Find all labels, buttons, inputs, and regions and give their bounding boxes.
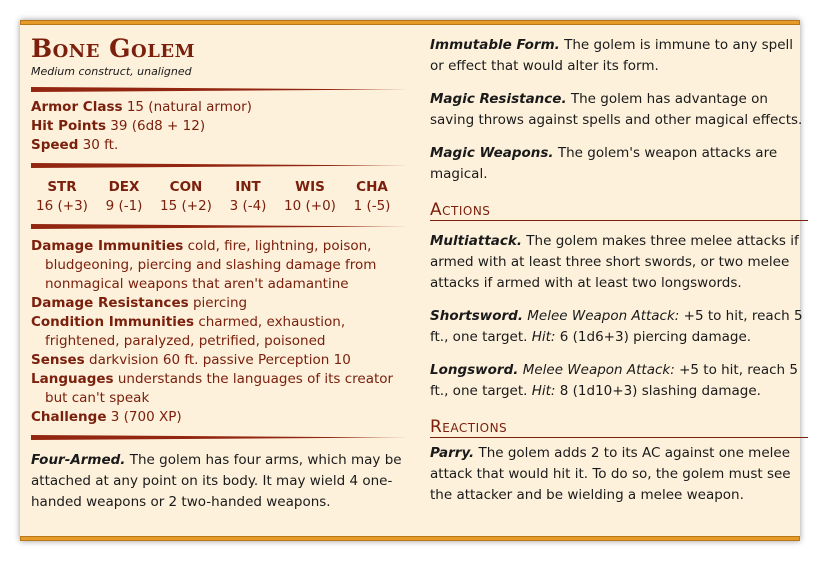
top-border xyxy=(20,20,800,25)
monster-name: Bone Golem xyxy=(31,34,196,63)
basic-stats xyxy=(31,98,409,155)
armor-class-line xyxy=(31,98,409,117)
senses-label: Senses xyxy=(31,352,85,368)
bottom-border xyxy=(20,536,800,541)
trait-four-armed xyxy=(31,450,409,513)
damage-resistances-value: piercing xyxy=(192,295,248,311)
trait-name: Magic Weapons. xyxy=(430,145,554,161)
ability-score: 1 (-5) xyxy=(353,198,391,214)
action-name: Multiattack. xyxy=(430,233,522,249)
ability-con xyxy=(155,178,217,216)
ability-score: 10 (+0) xyxy=(284,198,336,214)
languages-line xyxy=(31,370,409,408)
stat-block xyxy=(20,20,803,541)
hit-points-line xyxy=(31,117,409,136)
reaction-text: The golem adds 2 to its AC against one melee attack that would hit it. To do so, the golem must see the attacker and be wielding a melee weapon. xyxy=(430,445,791,503)
speed-value: 30 ft. xyxy=(82,137,119,153)
actions-heading: Actions xyxy=(430,200,808,221)
ability-score: 16 (+3) xyxy=(36,198,88,214)
reaction-parry xyxy=(430,443,808,506)
tapered-rule xyxy=(31,163,409,168)
right-column xyxy=(430,35,808,506)
damage-resistances-line xyxy=(31,294,409,313)
action-shortsword xyxy=(430,306,808,348)
ability-wis xyxy=(279,178,341,216)
hit-text: 6 (1d6+3) piercing damage. xyxy=(559,329,752,345)
monster-meta: Medium construct, unaligned xyxy=(31,65,192,78)
trait-immutable-form xyxy=(430,35,808,77)
ability-cha xyxy=(341,178,403,216)
attack-text: +5 to hit, reach 5 ft., one target. xyxy=(430,362,798,399)
ability-name: CHA xyxy=(356,179,388,195)
damage-immunities-line xyxy=(31,237,409,294)
attack-text: +5 to hit, reach 5 ft., one target. xyxy=(430,308,803,345)
trait-magic-weapons xyxy=(430,143,808,185)
trait-text: The golem's weapon attacks are magical. xyxy=(430,145,778,182)
ability-str xyxy=(31,178,93,216)
senses-value: darkvision 60 ft. passive Perception 10 xyxy=(89,352,351,368)
action-text: The golem makes three melee attacks if armed with at least three short swords, or two melee attacks if armed with at least two longswords. xyxy=(430,233,799,291)
attack-type: Melee Weapon Attack: xyxy=(522,362,675,378)
hit-label: Hit: xyxy=(531,383,556,399)
ability-name: INT xyxy=(235,179,261,195)
ability-name: STR xyxy=(47,179,77,195)
languages-value: understands the languages of its creator but can't speak xyxy=(45,371,394,406)
reactions-heading: Reactions xyxy=(430,417,808,438)
attack-type: Melee Weapon Attack: xyxy=(527,308,680,324)
condition-immunities-line xyxy=(31,313,409,351)
ability-scores xyxy=(31,178,409,216)
trait-text: The golem has advantage on saving throws against spells and other magical effects. xyxy=(430,91,803,128)
trait-name: Immutable Form. xyxy=(430,37,560,53)
hit-points-value: 39 (6d8 + 12) xyxy=(110,118,206,134)
challenge-label: Challenge xyxy=(31,409,107,425)
trait-name: Four-Armed. xyxy=(31,452,126,468)
condition-immunities-value: charmed, exhaustion, frightened, paralyzed, petrified, poisoned xyxy=(45,314,346,349)
tapered-rule xyxy=(31,87,409,92)
trait-text: The golem has four arms, which may be attached at any point on its body. It may wield 4 one-handed weapons or 2 two-handed weapons. xyxy=(31,452,402,510)
challenge-line xyxy=(31,408,409,427)
trait-name: Magic Resistance. xyxy=(430,91,567,107)
damage-resistances-label: Damage Resistances xyxy=(31,295,189,311)
ability-name: WIS xyxy=(295,179,325,195)
ability-score: 15 (+2) xyxy=(160,198,212,214)
action-name: Longsword. xyxy=(430,362,519,378)
tapered-rule xyxy=(31,435,409,440)
speed-line xyxy=(31,136,409,155)
trait-text: The golem is immune to any spell or effect that would alter its form. xyxy=(430,37,794,74)
action-name: Shortsword. xyxy=(430,308,523,324)
tapered-rule xyxy=(31,224,409,229)
challenge-value: 3 (700 XP) xyxy=(110,409,182,425)
damage-immunities-value: cold, fire, lightning, poison, bludgeoning, piercing and slashing damage from nonmagical weapons that aren't adamantine xyxy=(45,238,377,292)
ability-int xyxy=(217,178,279,216)
ability-name: DEX xyxy=(108,179,140,195)
action-multiattack xyxy=(430,231,808,294)
action-longsword xyxy=(430,360,808,402)
condition-immunities-label: Condition Immunities xyxy=(31,314,195,330)
properties xyxy=(31,237,409,427)
trait-magic-resistance xyxy=(430,89,808,131)
ability-score: 3 (-4) xyxy=(229,198,267,214)
hit-points-label: Hit Points xyxy=(31,118,106,134)
hit-label: Hit: xyxy=(531,329,556,345)
ability-dex xyxy=(93,178,155,216)
speed-label: Speed xyxy=(31,137,79,153)
reaction-name: Parry. xyxy=(430,445,475,461)
damage-immunities-label: Damage Immunities xyxy=(31,238,184,254)
armor-class-value: 15 (natural armor) xyxy=(126,99,252,115)
hit-text: 8 (1d10+3) slashing damage. xyxy=(559,383,761,399)
senses-line xyxy=(31,351,409,370)
ability-name: CON xyxy=(169,179,203,195)
left-column xyxy=(31,35,409,513)
armor-class-label: Armor Class xyxy=(31,99,123,115)
languages-label: Languages xyxy=(31,371,114,387)
ability-score: 9 (-1) xyxy=(105,198,143,214)
